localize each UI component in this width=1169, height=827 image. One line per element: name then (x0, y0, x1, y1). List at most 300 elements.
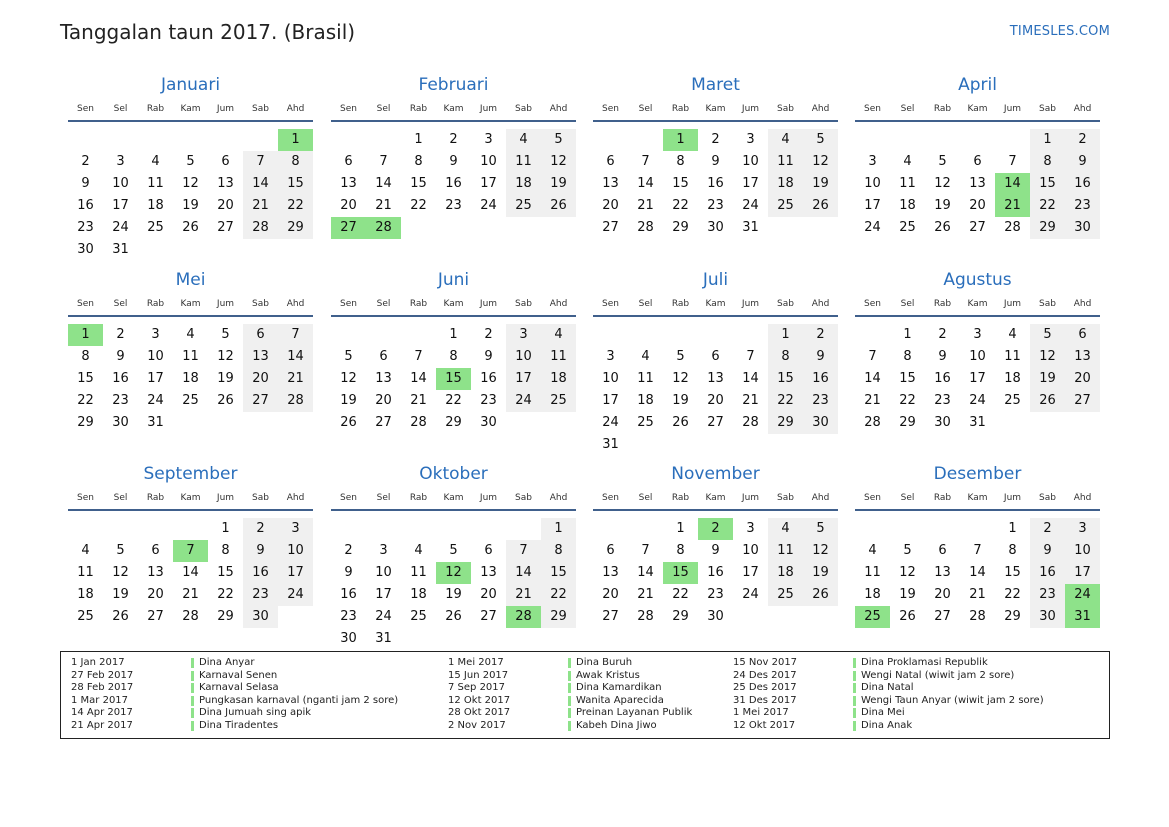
day-cell: 29 (217, 609, 234, 624)
day-cell: 5 (449, 543, 458, 558)
day-cell: 24 (864, 220, 881, 235)
weekday-header: Ahd (549, 299, 568, 309)
day-cell: 3 (506, 324, 541, 346)
holiday-marker (191, 683, 194, 693)
day-cell: 17 (742, 176, 759, 191)
weekday-header: Jum (479, 104, 498, 114)
day-cell: 18 (541, 368, 576, 390)
day-cell: 8 (903, 349, 912, 364)
weekday-header: Sel (376, 299, 391, 309)
day-cell: 1 (221, 521, 230, 536)
weekday-header: Sab (777, 104, 794, 114)
legend-date: 1 Mar 2017 (71, 694, 129, 706)
day-cell: 23 (77, 220, 94, 235)
day-cell: 4 (541, 324, 576, 346)
holiday-marker (853, 683, 856, 693)
month-name: Januari (160, 75, 221, 95)
day-cell: 16 (445, 176, 462, 191)
weekday-header: Rab (671, 299, 690, 309)
day-cell: 8 (676, 154, 685, 169)
holiday-marker (853, 721, 856, 731)
day-cell: 10 (112, 176, 129, 191)
weekday-header: Sab (1039, 299, 1056, 309)
weekday-header: Rab (409, 299, 428, 309)
day-cell: 2 (938, 327, 947, 342)
day-cell: 24 (278, 584, 313, 606)
weekday-header: Jum (1003, 299, 1022, 309)
day-cell: 19 (803, 173, 838, 195)
weekday-header: Sab (515, 104, 532, 114)
day-cell: 15 (768, 368, 803, 390)
day-cell: 30 (934, 415, 951, 430)
month-name: April (958, 75, 997, 95)
day-cell: 7 (243, 151, 278, 173)
day-cell: 9 (711, 154, 720, 169)
day-cell: 15 (672, 176, 689, 191)
legend-date: 27 Feb 2017 (71, 669, 134, 681)
day-cell: 10 (602, 371, 619, 386)
day-cell: 24 (147, 393, 164, 408)
day-cell: 9 (344, 565, 353, 580)
day-cell: 3 (379, 543, 388, 558)
day-cell: 23 (1030, 584, 1065, 606)
holiday-marker (191, 708, 194, 718)
legend-date: 7 Sep 2017 (448, 682, 506, 694)
day-cell: 27 (480, 609, 497, 624)
month-februari (331, 75, 576, 270)
day-cell: 29 (1030, 217, 1065, 239)
day-cell: 19 (899, 587, 916, 602)
day-cell: 9 (803, 346, 838, 368)
day-cell: 13 (217, 176, 234, 191)
day-cell: 29 (541, 606, 576, 628)
weekday-header: Sel (376, 104, 391, 114)
day-cell: 30 (1030, 606, 1065, 628)
month-name: Agustus (943, 270, 1012, 290)
day-cell: 23 (340, 609, 357, 624)
day-cell: 3 (278, 518, 313, 540)
day-cell: 26 (182, 220, 199, 235)
day-cell: 22 (445, 393, 462, 408)
day-cell: 12 (182, 176, 199, 191)
month-oktober (331, 464, 576, 659)
day-cell: 30 (707, 609, 724, 624)
weekday-header: Sab (252, 104, 269, 114)
legend-holiday-name: Awak Kristus (576, 669, 640, 681)
day-cell: 21 (637, 198, 654, 213)
day-cell: 22 (278, 195, 313, 217)
day-cell: 23 (1065, 195, 1100, 217)
day-cell: 2 (803, 324, 838, 346)
holiday-marker (853, 708, 856, 718)
weekday-header: Rab (146, 299, 165, 309)
day-cell: 10 (742, 543, 759, 558)
legend-holiday-name: Pungkasan karnaval (nganti jam 2 sore) (199, 694, 399, 706)
day-cell: 25 (1004, 393, 1021, 408)
legend-holiday-name: Dina Tiradentes (199, 720, 279, 731)
day-cell: 19 (112, 587, 129, 602)
day-cell: 17 (742, 565, 759, 580)
day-cell: 23 (112, 393, 129, 408)
day-cell: 3 (868, 154, 877, 169)
day-cell: 3 (746, 132, 755, 147)
month-name: November (671, 464, 760, 484)
day-cell: 20 (602, 587, 619, 602)
day-cell: 28 (637, 609, 654, 624)
day-cell: 26 (217, 393, 234, 408)
header-divider (331, 509, 576, 511)
day-cell: 12 (934, 176, 951, 191)
day-cell: 7 (414, 349, 423, 364)
day-cell: 15 (541, 562, 576, 584)
day-cell: 11 (637, 371, 654, 386)
day-cell: 10 (864, 176, 881, 191)
day-cell: 30 (243, 606, 278, 628)
day-cell: 24 (969, 393, 986, 408)
day-cell: 9 (484, 349, 493, 364)
day-cell: 31 (112, 242, 129, 257)
day-cell: 19 (182, 198, 199, 213)
day-cell: 29 (672, 220, 689, 235)
day-cell: 11 (768, 151, 803, 173)
day-cell: 9 (243, 540, 278, 562)
day-cell: 26 (1030, 390, 1065, 412)
day-cell: 8 (278, 151, 313, 173)
weekday-header: Sen (864, 299, 881, 309)
day-cell: 20 (375, 393, 392, 408)
day-cell: 19 (541, 173, 576, 195)
day-cell: 20 (217, 198, 234, 213)
legend-date: 25 Des 2017 (733, 682, 797, 694)
legend-date: 15 Jun 2017 (448, 669, 509, 681)
day-cell: 17 (480, 176, 497, 191)
day-cell: 14 (864, 371, 881, 386)
day-cell: 18 (506, 173, 541, 195)
day-cell: 2 (1030, 518, 1065, 540)
day-cell: 9 (81, 176, 90, 191)
day-cell: 25 (147, 220, 164, 235)
day-cell: 7 (278, 324, 313, 346)
weekday-header: Jum (1003, 104, 1022, 114)
day-cell: 20 (1065, 368, 1100, 390)
day-cell: 22 (217, 587, 234, 602)
day-cell: 17 (969, 371, 986, 386)
day-cell: 11 (1004, 349, 1021, 364)
month-name: Oktober (419, 464, 488, 484)
day-cell: 18 (77, 587, 94, 602)
weekday-header: Kam (180, 299, 201, 309)
day-cell: 31 (742, 220, 759, 235)
weekday-header: Sab (1039, 493, 1056, 503)
day-cell: 5 (938, 154, 947, 169)
day-cell: 2 (1065, 129, 1100, 151)
legend-holiday-name: Dina Anak (861, 720, 913, 731)
day-cell: 16 (243, 562, 278, 584)
legend-holiday-name: Dina Buruh (576, 657, 633, 668)
day-cell: 5 (221, 327, 230, 342)
day-cell: 13 (243, 346, 278, 368)
day-cell: 1 (1008, 521, 1017, 536)
day-cell: 11 (899, 176, 916, 191)
day-cell: 7 (641, 543, 650, 558)
day-cell: 23 (934, 393, 951, 408)
day-cell: 28 (969, 609, 986, 624)
day-cell: 8 (449, 349, 458, 364)
day-cell: 20 (243, 368, 278, 390)
day-cell: 24 (375, 609, 392, 624)
month-desember (855, 464, 1100, 659)
weekday-header: Rab (409, 493, 428, 503)
weekday-header: Ahd (286, 299, 305, 309)
day-cell: 4 (151, 154, 160, 169)
weekday-header: Rab (146, 493, 165, 503)
day-cell: 25 (541, 390, 576, 412)
legend-date: 1 Jan 2017 (71, 657, 125, 668)
day-cell: 3 (746, 521, 755, 536)
day-cell: 11 (864, 565, 881, 580)
day-cell: 31 (969, 415, 986, 430)
day-cell: 5 (803, 518, 838, 540)
day-cell: 14 (182, 565, 199, 580)
day-cell: 11 (768, 540, 803, 562)
day-cell: 22 (768, 390, 803, 412)
weekday-header: Kam (967, 299, 988, 309)
day-cell: 27 (602, 609, 619, 624)
day-cell: 18 (899, 198, 916, 213)
holiday-marker (568, 671, 571, 681)
day-cell: 26 (803, 195, 838, 217)
day-cell: 28 (182, 609, 199, 624)
day-cell: 9 (116, 349, 125, 364)
legend-date: 12 Okt 2017 (448, 694, 511, 706)
month-april (855, 75, 1100, 270)
day-cell: 16 (480, 371, 497, 386)
day-cell: 29 (672, 609, 689, 624)
day-cell: 8 (541, 540, 576, 562)
day-cell: 12 (899, 565, 916, 580)
holiday-day-cell: 21 (995, 195, 1030, 217)
weekday-header: Sen (77, 299, 94, 309)
day-cell: 4 (768, 518, 803, 540)
weekday-header: Ahd (549, 493, 568, 503)
day-cell: 13 (969, 176, 986, 191)
day-cell: 6 (711, 349, 720, 364)
holiday-marker (853, 671, 856, 681)
day-cell: 22 (410, 198, 427, 213)
day-cell: 18 (864, 587, 881, 602)
holiday-marker (191, 658, 194, 668)
day-cell: 9 (1030, 540, 1065, 562)
day-cell: 3 (484, 132, 493, 147)
day-cell: 6 (606, 543, 615, 558)
day-cell: 5 (903, 543, 912, 558)
day-cell: 5 (676, 349, 685, 364)
weekday-header: Sen (864, 104, 881, 114)
day-cell: 12 (803, 540, 838, 562)
day-cell: 23 (445, 198, 462, 213)
weekday-header: Kam (967, 493, 988, 503)
day-cell: 19 (1030, 368, 1065, 390)
holiday-marker (191, 696, 194, 706)
day-cell: 27 (602, 220, 619, 235)
day-cell: 24 (480, 198, 497, 213)
day-cell: 7 (506, 540, 541, 562)
day-cell: 31 (375, 631, 392, 646)
day-cell: 21 (278, 368, 313, 390)
weekday-header: Kam (705, 299, 726, 309)
legend-date: 28 Feb 2017 (71, 682, 134, 694)
header-divider (331, 120, 576, 122)
day-cell: 2 (116, 327, 125, 342)
weekday-header: Ahd (1073, 104, 1092, 114)
day-cell: 27 (1065, 390, 1100, 412)
day-cell: 28 (410, 415, 427, 430)
day-cell: 18 (182, 371, 199, 386)
day-cell: 21 (864, 393, 881, 408)
weekday-header: Sen (602, 493, 619, 503)
day-cell: 30 (803, 412, 838, 434)
day-cell: 1 (541, 518, 576, 540)
weekday-header: Sab (777, 299, 794, 309)
day-cell: 21 (375, 198, 392, 213)
day-cell: 22 (541, 584, 576, 606)
holiday-marker (568, 683, 571, 693)
weekday-header: Jum (216, 104, 235, 114)
weekday-header: Rab (671, 104, 690, 114)
day-cell: 14 (375, 176, 392, 191)
holiday-day-cell: 1 (663, 129, 698, 151)
header-divider (593, 315, 838, 317)
day-cell: 7 (973, 543, 982, 558)
weekday-header: Kam (443, 493, 464, 503)
weekday-header: Sel (900, 493, 915, 503)
day-cell: 30 (112, 415, 129, 430)
weekday-header: Ahd (811, 299, 830, 309)
header-divider (593, 509, 838, 511)
day-cell: 27 (243, 390, 278, 412)
legend-holiday-name: Dina Natal (861, 682, 914, 694)
day-cell: 25 (768, 195, 803, 217)
day-cell: 14 (243, 173, 278, 195)
day-cell: 19 (340, 393, 357, 408)
brand-link[interactable]: TIMESLES.COM (1009, 24, 1110, 39)
day-cell: 2 (449, 132, 458, 147)
day-cell: 30 (77, 242, 94, 257)
legend-date: 12 Okt 2017 (733, 720, 796, 731)
day-cell: 12 (672, 371, 689, 386)
weekday-header: Sel (638, 299, 653, 309)
day-cell: 14 (506, 562, 541, 584)
weekday-header: Ahd (811, 493, 830, 503)
day-cell: 28 (742, 415, 759, 430)
holiday-day-cell: 25 (855, 606, 890, 628)
day-cell: 13 (602, 565, 619, 580)
day-cell: 20 (147, 587, 164, 602)
legend-date: 2 Nov 2017 (448, 720, 506, 731)
weekday-header: Ahd (1073, 493, 1092, 503)
day-cell: 19 (217, 371, 234, 386)
day-cell: 18 (768, 173, 803, 195)
day-cell: 24 (112, 220, 129, 235)
header-divider (68, 120, 313, 122)
weekday-header: Sab (515, 299, 532, 309)
weekday-header: Jum (741, 493, 760, 503)
day-cell: 3 (151, 327, 160, 342)
month-name: Desember (933, 464, 1022, 484)
day-cell: 11 (182, 349, 199, 364)
day-cell: 15 (1004, 565, 1021, 580)
holiday-legend (60, 651, 1110, 739)
holiday-marker (191, 671, 194, 681)
day-cell: 26 (803, 584, 838, 606)
day-cell: 14 (278, 346, 313, 368)
day-cell: 4 (768, 129, 803, 151)
day-cell: 16 (77, 198, 94, 213)
header-divider (593, 120, 838, 122)
day-cell: 6 (606, 154, 615, 169)
day-cell: 28 (278, 390, 313, 412)
day-cell: 25 (410, 609, 427, 624)
weekday-header: Sel (638, 104, 653, 114)
weekday-header: Kam (705, 493, 726, 503)
day-cell: 26 (672, 415, 689, 430)
day-cell: 16 (707, 176, 724, 191)
day-cell: 16 (934, 371, 951, 386)
day-cell: 4 (506, 129, 541, 151)
day-cell: 13 (375, 371, 392, 386)
holiday-marker (853, 696, 856, 706)
day-cell: 5 (186, 154, 195, 169)
weekday-header: Sel (638, 493, 653, 503)
day-cell: 20 (480, 587, 497, 602)
weekday-header: Jum (1003, 493, 1022, 503)
day-cell: 29 (768, 412, 803, 434)
weekday-header: Sel (900, 104, 915, 114)
month-januari (68, 75, 313, 270)
weekday-header: Jum (741, 299, 760, 309)
day-cell: 13 (340, 176, 357, 191)
day-cell: 30 (340, 631, 357, 646)
day-cell: 6 (484, 543, 493, 558)
weekday-header: Rab (146, 104, 165, 114)
day-cell: 1 (1030, 129, 1065, 151)
weekday-header: Sen (340, 104, 357, 114)
day-cell: 26 (541, 195, 576, 217)
day-cell: 29 (1004, 609, 1021, 624)
day-cell: 26 (934, 220, 951, 235)
day-cell: 8 (768, 346, 803, 368)
day-cell: 23 (480, 393, 497, 408)
day-cell: 25 (899, 220, 916, 235)
day-cell: 6 (151, 543, 160, 558)
day-cell: 13 (602, 176, 619, 191)
header-divider (855, 315, 1100, 317)
header-divider (855, 509, 1100, 511)
day-cell: 28 (864, 415, 881, 430)
day-cell: 28 (1004, 220, 1021, 235)
holiday-marker (191, 721, 194, 731)
weekday-header: Kam (967, 104, 988, 114)
day-cell: 14 (637, 176, 654, 191)
day-cell: 23 (803, 390, 838, 412)
day-cell: 6 (938, 543, 947, 558)
holiday-day-cell: 27 (331, 217, 366, 239)
weekday-header: Ahd (1073, 299, 1092, 309)
day-cell: 26 (899, 609, 916, 624)
legend-date: 1 Mei 2017 (733, 707, 789, 719)
day-cell: 5 (541, 129, 576, 151)
day-cell: 11 (77, 565, 94, 580)
